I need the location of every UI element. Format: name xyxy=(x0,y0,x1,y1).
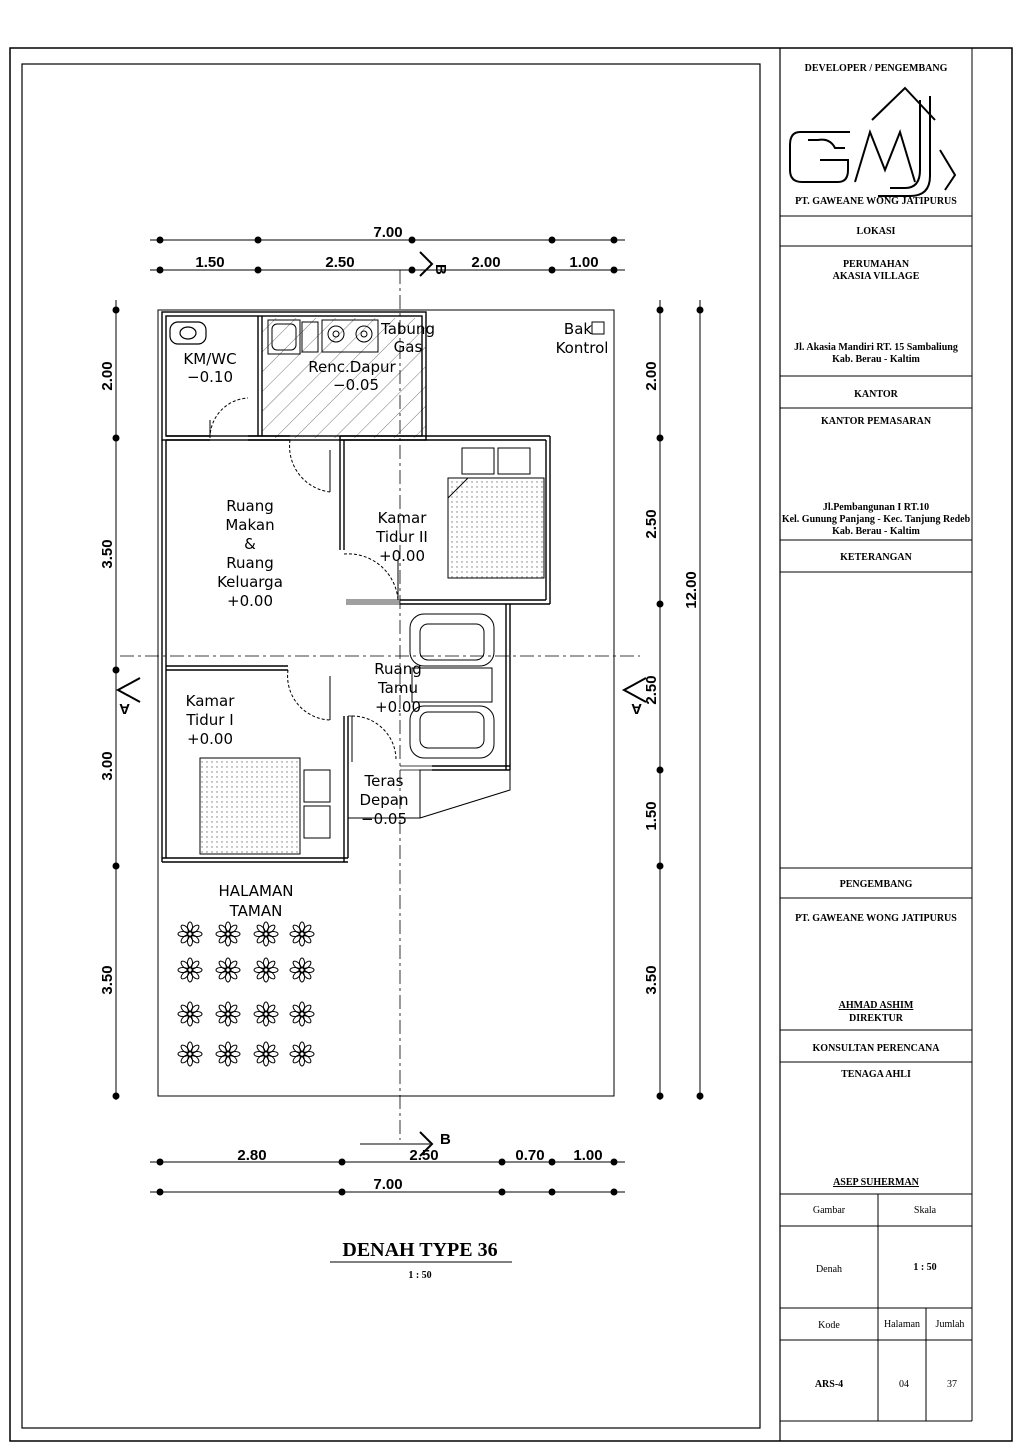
drawing-title: DENAH TYPE 36 xyxy=(342,1239,498,1261)
plant-icon xyxy=(290,958,314,982)
room-makan-line5: Keluarga xyxy=(217,573,283,591)
dimension-tick xyxy=(611,1189,618,1196)
dim-right-2: 2.50 xyxy=(643,509,660,539)
kode-value: ARS-4 xyxy=(814,1379,844,1390)
room-kmwc-level: −0.10 xyxy=(187,368,233,386)
dim-right-1: 2.00 xyxy=(643,361,660,391)
keterangan-header: KETERANGAN xyxy=(840,552,912,563)
kode-label: Kode xyxy=(818,1320,840,1331)
halaman-label: Halaman xyxy=(883,1319,921,1330)
room-teras-level: −0.05 xyxy=(361,810,407,828)
bed-kamar-2 xyxy=(448,448,544,578)
plant-icon xyxy=(254,922,278,946)
dim-left-4: 3.50 xyxy=(99,965,116,995)
drawing-frame xyxy=(22,64,760,1428)
dimension-tick xyxy=(657,435,664,442)
dimension-tick xyxy=(697,307,704,314)
dim-top-2: 2.50 xyxy=(325,254,355,271)
project-line1: PERUMAHAN xyxy=(842,259,910,270)
plant-icon xyxy=(216,922,240,946)
company-name: PT. GAWEANE WONG JATIPURUS xyxy=(795,196,957,207)
dimension-tick xyxy=(113,667,120,674)
plant-icon xyxy=(290,1042,314,1066)
director-title: DIREKTUR xyxy=(849,1013,903,1024)
dim-bottom-total: 7.00 xyxy=(373,1176,403,1193)
company-logo xyxy=(790,88,955,196)
dim-right-5: 3.50 xyxy=(643,965,660,995)
plant-icon xyxy=(216,958,240,982)
dimension-tick xyxy=(157,267,164,274)
room-tidur1-level: +0.00 xyxy=(187,730,233,748)
ahli-name: ASEP SUHERMAN xyxy=(833,1177,919,1188)
dimension-tick xyxy=(339,1159,346,1166)
jumlah-label: Jumlah xyxy=(935,1319,965,1330)
toilet-fixture xyxy=(170,322,206,344)
room-makan-line3: & xyxy=(244,535,256,553)
tenaga-ahli: TENAGA AHLI xyxy=(841,1069,911,1080)
dim-right-4: 1.50 xyxy=(643,801,660,831)
room-tidur1-line2: Tidur I xyxy=(186,711,234,729)
dimension-tick xyxy=(549,237,556,244)
room-tidur1-line1: Kamar xyxy=(185,692,235,710)
dim-top-4: 1.00 xyxy=(569,254,599,271)
dimension-tick xyxy=(409,237,416,244)
sheet-outer-border xyxy=(10,48,1012,1441)
bed-kamar-1 xyxy=(200,758,330,854)
halaman-line2: TAMAN xyxy=(229,902,283,920)
room-makan-line2: Makan xyxy=(225,516,275,534)
dimension-tick xyxy=(657,1093,664,1100)
dim-right-total: 12.00 xyxy=(683,571,700,609)
halaman-value: 04 xyxy=(899,1379,909,1390)
skala-value: 1 : 50 xyxy=(913,1262,937,1273)
kantor-name: KANTOR PEMASARAN xyxy=(820,416,932,427)
dimension-tick xyxy=(697,1093,704,1100)
dim-bottom-4: 1.00 xyxy=(573,1147,603,1164)
plant-icon xyxy=(178,922,202,946)
room-dapur-level: −0.05 xyxy=(333,376,379,394)
dimension-tick xyxy=(611,237,618,244)
dimension-tick xyxy=(339,1189,346,1196)
gambar-value: Denah xyxy=(815,1264,843,1275)
developer-header: DEVELOPER / PENGEMBANG xyxy=(804,63,948,74)
room-makan-level: +0.00 xyxy=(227,592,273,610)
kantor-address1: Jl.Pembangunan I RT.10 xyxy=(822,502,930,513)
dimension-tick xyxy=(549,1189,556,1196)
pengembang-header: PENGEMBANG xyxy=(839,879,913,890)
drawing-scale: 1 : 50 xyxy=(408,1270,432,1281)
plant-icon xyxy=(216,1002,240,1026)
gambar-label: Gambar xyxy=(812,1205,846,1216)
dim-bottom-2: 2.50 xyxy=(409,1147,439,1164)
dim-top-1: 1.50 xyxy=(195,254,225,271)
dimension-tick xyxy=(611,267,618,274)
room-dapur-name: Renc.Dapur xyxy=(308,358,396,376)
project-line2: AKASIA VILLAGE xyxy=(832,271,920,282)
halaman-line1: HALAMAN xyxy=(218,882,294,900)
kantor-address2: Kel. Gunung Panjang - Kec. Tanjung Redeb xyxy=(781,514,971,525)
plant-icon xyxy=(254,1042,278,1066)
konsultan-header: KONSULTAN PERENCANA xyxy=(812,1043,940,1054)
dimension-tick xyxy=(157,1159,164,1166)
section-mark-b-top: B xyxy=(432,264,449,275)
skala-label: Skala xyxy=(913,1205,937,1216)
room-tidur2-level: +0.00 xyxy=(379,547,425,565)
dim-left-3: 3.00 xyxy=(99,751,116,781)
room-tamu-line2: Tamu xyxy=(378,679,418,697)
title-block xyxy=(780,48,972,1421)
dimension-tick xyxy=(657,767,664,774)
room-tidur2-line1: Kamar xyxy=(377,509,427,527)
room-tamu-level: +0.00 xyxy=(375,698,421,716)
dim-top-3: 2.00 xyxy=(471,254,501,271)
tabung-gas-line1: Tabung xyxy=(381,320,435,338)
bak-kontrol-line2: Kontrol xyxy=(555,339,609,357)
dimension-tick xyxy=(255,267,262,274)
dimension-tick xyxy=(549,267,556,274)
dimension-tick xyxy=(409,267,416,274)
lokasi-address2: Kab. Berau - Kaltim xyxy=(832,354,920,365)
dimension-tick xyxy=(657,863,664,870)
room-teras-line2: Depan xyxy=(359,791,409,809)
room-tidur2-line2: Tidur II xyxy=(376,528,428,546)
lokasi-header: LOKASI xyxy=(856,226,896,237)
section-mark-a-right: A xyxy=(631,700,642,717)
dimension-tick xyxy=(113,863,120,870)
bak-kontrol-line1: Bak xyxy=(563,320,593,338)
section-mark-b-bottom: B xyxy=(440,1131,451,1148)
dim-bottom-3: 0.70 xyxy=(515,1147,545,1164)
dimension-tick xyxy=(113,307,120,314)
dim-right-3: 2.50 xyxy=(643,675,660,705)
kantor-header: KANTOR xyxy=(854,389,898,400)
plant-icon xyxy=(290,922,314,946)
dimension-tick xyxy=(549,1159,556,1166)
dimension-tick xyxy=(499,1189,506,1196)
dimension-tick xyxy=(499,1159,506,1166)
tabung-gas-line2: Gas xyxy=(393,338,423,356)
director-name: AHMAD ASHIM xyxy=(838,1000,914,1011)
plant-icon xyxy=(178,958,202,982)
sofa-set xyxy=(410,614,494,758)
dimension-tick xyxy=(157,1189,164,1196)
dimension-tick xyxy=(113,1093,120,1100)
garden-plants xyxy=(178,922,314,1066)
dim-top-total: 7.00 xyxy=(373,224,403,241)
section-mark-a-left: A xyxy=(119,700,130,717)
room-tamu-line1: Ruang xyxy=(374,660,422,678)
dim-left-2: 3.50 xyxy=(99,539,116,569)
jumlah-value: 37 xyxy=(947,1379,957,1390)
plant-icon xyxy=(216,1042,240,1066)
dimension-tick xyxy=(255,237,262,244)
room-kmwc-name: KM/WC xyxy=(183,350,237,368)
dimension-tick xyxy=(157,237,164,244)
room-makan-line1: Ruang xyxy=(226,497,274,515)
dimension-tick xyxy=(113,435,120,442)
pengembang-company: PT. GAWEANE WONG JATIPURUS xyxy=(795,913,957,924)
dimension-tick xyxy=(657,307,664,314)
kantor-address3: Kab. Berau - Kaltim xyxy=(832,526,920,537)
dim-bottom-1: 2.80 xyxy=(237,1147,267,1164)
lokasi-address1: Jl. Akasia Mandiri RT. 15 Sambaliung xyxy=(794,342,958,353)
room-makan-line4: Ruang xyxy=(226,554,274,572)
room-teras-line1: Teras xyxy=(364,772,404,790)
dimension-tick xyxy=(611,1159,618,1166)
plant-icon xyxy=(178,1002,202,1026)
plant-icon xyxy=(254,1002,278,1026)
dim-left-1: 2.00 xyxy=(99,361,116,391)
control-box xyxy=(592,322,604,334)
plant-icon xyxy=(290,1002,314,1026)
dimension-tick xyxy=(657,601,664,608)
plant-icon xyxy=(254,958,278,982)
plant-icon xyxy=(178,1042,202,1066)
